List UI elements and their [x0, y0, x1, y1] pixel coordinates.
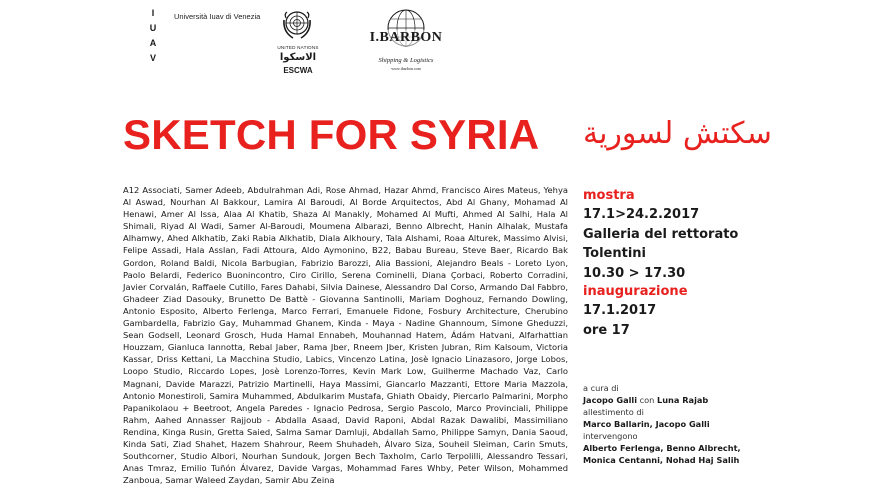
barbon-logo	[366, 8, 446, 78]
curated-label: a cura di	[583, 383, 619, 393]
speakers-line-1: Alberto Ferlenga, Benno Albrecht,	[583, 443, 741, 453]
exhibition-title: SKETCH FOR SYRIA	[123, 111, 540, 158]
iuav-letter: I	[151, 8, 155, 18]
barbon-url: www.ibarbon.com	[391, 66, 421, 71]
exhibition-title-arabic: سكتش لسورية	[583, 116, 772, 151]
exhibition-info	[583, 187, 883, 340]
inauguration-label: inaugurazione	[583, 284, 688, 299]
setup-names: Marco Ballarin, Jacopo Galli	[583, 419, 710, 429]
barbon-name: I.BARBON	[366, 30, 446, 46]
mostra-label: mostra	[583, 188, 635, 203]
speakers-label: intervengono	[583, 431, 638, 441]
exhibition-dates: 17.1>24.2.2017	[583, 207, 700, 222]
curator-name: Luna Rajab	[656, 395, 709, 405]
un-emblem-icon	[280, 8, 314, 42]
iuav-name: Università Iuav di Venezia	[174, 12, 261, 21]
barbon-tagline: Shipping & Logistics	[378, 57, 434, 64]
opening-hours: 10.30 > 17.30	[583, 265, 686, 281]
iuav-letter: U	[149, 23, 157, 33]
curator-connector: con	[639, 395, 655, 405]
iuav-logo-letters	[146, 6, 160, 66]
curators	[583, 394, 883, 406]
inauguration-time: ore 17	[583, 322, 630, 338]
venue-line-1: Galleria del rettorato	[583, 226, 739, 242]
un-escwa-logo	[272, 8, 324, 76]
iuav-letter: A	[149, 38, 157, 48]
participants-list: A12 Associati, Samer Adeeb, Abdulrahman Adi, Rose Ahmad, Hazar Ahmd, Francisco Aires Mateus, Yehya Al Aswad, Nourhan Al Bakkour, Lamira Al Baroudi, Al Borde Arquitectos, Abd Al Ghany, Mohamad Al Henawi, Amer Al Issa, Alaa Al Khatib, Shaza Al Manakly, Mohamed Al Mufti, Ahmed Al Salhi, Hala Al Shimali, Riyad Al Wadi, Samer Al-Baroudi, Moumena Albarazi, Benno Albrecht, Hanin Alhalak, Mustafa Alhamwy, Ahed Alkhatib, Zaki Rabia Alkhatib, Diala Alkhoury, Tala Alshami, Roaa Alturek, Massimo Alvisi, Felipe Assadi, Hala Asslan, Fadi Attoura, Aldo Aymonino, B22, Babau Bureau, Steve Baer, Ricardo Bak Gordon, Roland Baldi, Nicola Barbugian, Fabrizio Barozzi, Alia Bassioni, Alejandro Beals - Loreto Lyon, Paolo Belardi, Federico Buonincontro, Ciro Cirillo, Serena Cominelli, Diana Çorbaci, Roberto Corradini, Javier Corvalán, Raffaele Cutillo, Fares Dahabi, Silvia Dainese, Alessandro Dal Corso, Armando Dal Fabbro, Ghadeer Ziad Dasouky, Brunetto De Battè - Giovanna Santinolli, Mariam Doghouz, Fernando Dowling, Antonio Esposito, Alberto Ferlenga, Marco Ferrari, Emanuele Fidone, Fosbury Architecture, Cherubino Gambardella, Fabrizio Gay, Muhammad Ghanem, Kinda - Maya - Nadine Ghannoum, Simone Gheduzzi, Sean Godsell, Leonard Grosch, Huda Hamal Ennabeh, Mouhannad Hatem, Ádám Hatvani, Alfarhattian Houzzam, Gianluca Iannotta, Rebal Jaber, Rama Jber, Rneem Jber, Kristen Jubran, Rim Kalsoum, Victoria Kassar, Driss Kettani, La Macchina Studio, Labics, Vincenzo Latina, Josè Ignacio Linazasoro, Jorge Lobos, Loopo Studio, Riccardo Lopes, Josè Lorenzo-Torres, Kevin Mark Low, Guilherme Machado Vaz, Carlo Magnani, Davide Marazzi, Patrizio Martinelli, Haya Massimi, Giancarlo Mazzanti, Ettore Maria Mazzola, Antonio Monestiroli, Samira Muhammed, Abdulkarim Mustafa, Ghiath Obaidy, Piercarlo Palmarini, Morpho Papanikolaou + Beetroot, Angela Paredes - Ignacio Pedrosa, Sergio Pascolo, Marco Provinciali, Philippe Rahm, Aahed Annasser Rajjoub - Abdalla Asaad, David Raponi, Abdal Razak Dawalibi, Massimiliano Rendina, Kinga Rusin, Gretta Saied, Salma Samar Damluji, Abdallah Samo, Philippe Samyn, Dania Saoud, Kinda Sati, Ziad Shahet, Hazem Shahrour, Reem Shuhadeh, Álvaro Siza, Souheil Sleiman, Carin Smuts, Southcorner, Studio Albori, Nourhan Sundouk, Jorgen Bech Taxholm, Carlo Terpolilli, Alessandro Tessari, Anas Tmraz, Emilio Tuñón Álvarez, Davide Vargas, Mohammad Fares Whby, Peter Wilson, Mohammed Zanboua, Samar Waleed Zaydan, Samir Abu Zeina	[123, 185, 568, 486]
curator-name: Jacopo Galli	[583, 395, 638, 405]
venue-line-2: Tolentini	[583, 246, 646, 261]
iuav-letter: V	[149, 53, 156, 63]
escwa-arabic-label: الاسكوا	[279, 52, 317, 63]
escwa-label: ESCWA	[283, 66, 313, 75]
speakers-line-2: Monica Centanni, Nohad Haj Salih	[583, 455, 740, 465]
credits	[583, 382, 883, 466]
un-label: UNITED NATIONS	[277, 45, 319, 50]
inauguration-date: 17.1.2017	[583, 303, 657, 318]
setup-label: allestimento di	[583, 407, 644, 417]
